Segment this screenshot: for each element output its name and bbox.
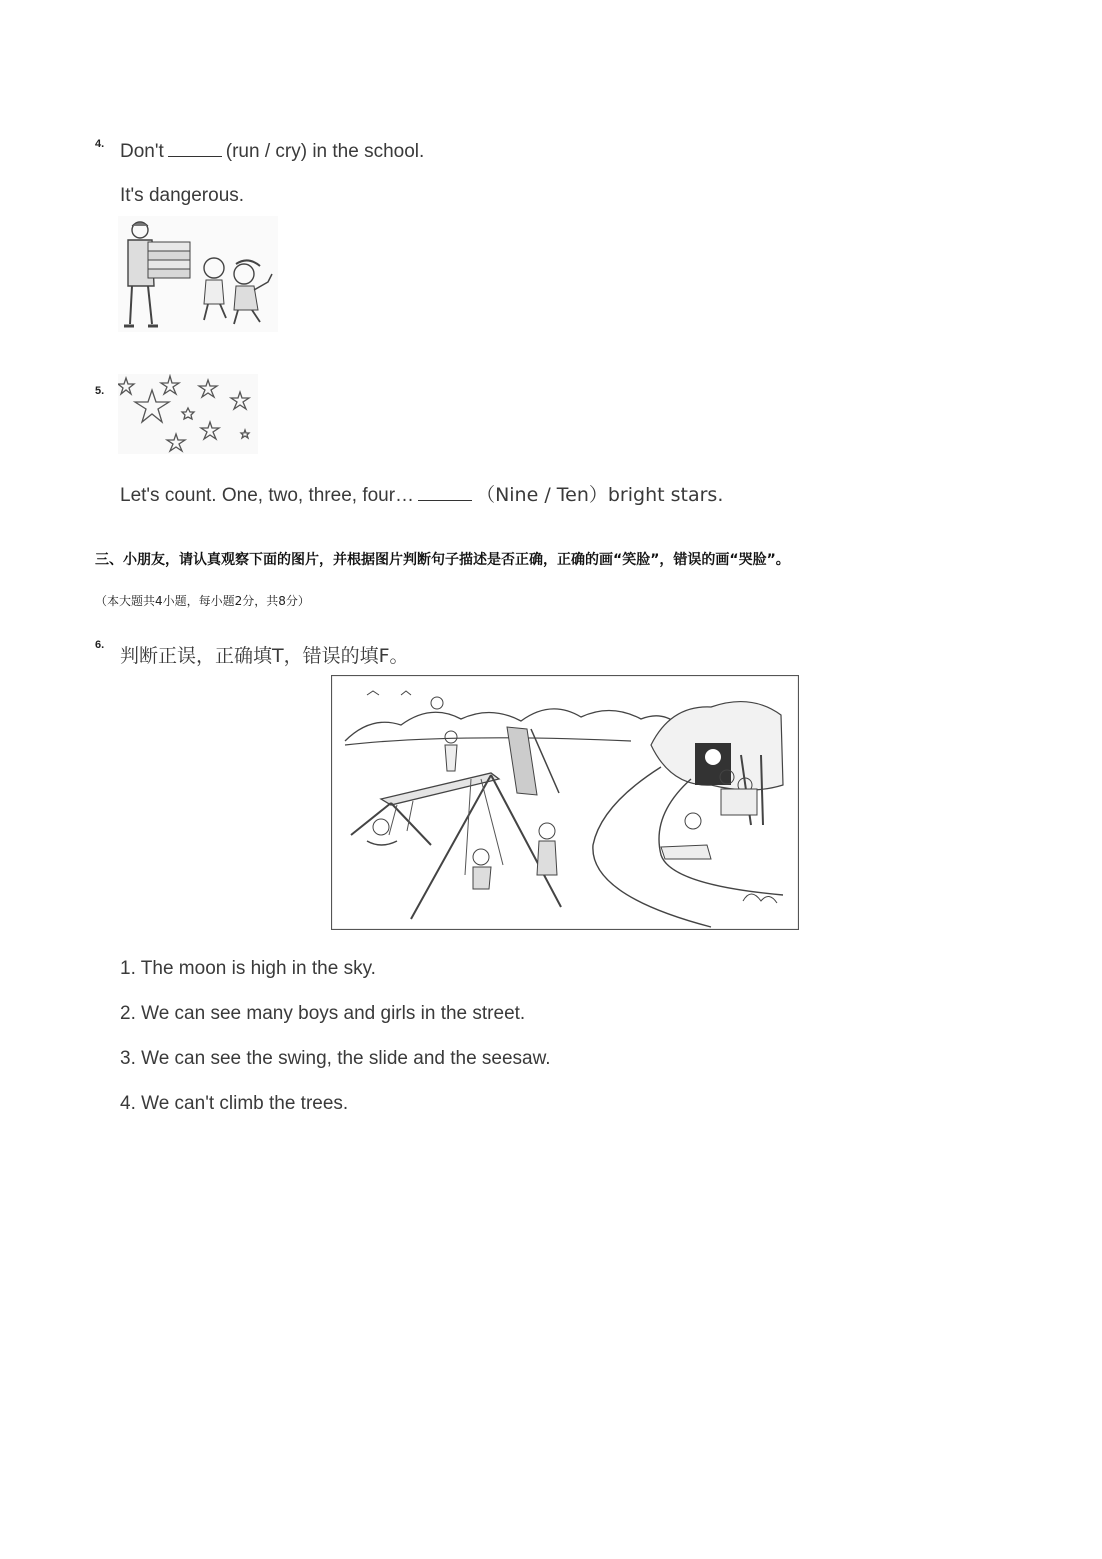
statement-4: 4. We can't climb the trees. [120,1093,349,1114]
sentence-text: (run / cry) in the school. [225,141,425,162]
teacher-carrying-books-children-running-illustration [118,216,278,332]
question-5-sentence [120,480,723,507]
statement-2: 2. We can see many boys and girls in the street. [120,1003,526,1024]
sentence-text: Don't [120,141,164,162]
sentence-text: （Nine / Ten）bright stars. [476,484,724,506]
statement-3: 3. We can see the swing, the slide and the seesaw. [120,1048,551,1069]
park-playground-scene-illustration [331,675,799,930]
answer-blank[interactable] [168,140,222,157]
stars-illustration [118,374,258,454]
section-heading: 三、小朋友，请认真观察下面的图片，并根据图片判断句子描述是否正确，正确的画“笑脸”，错误的画“哭脸”。 [95,552,790,568]
question-4-line-2: It's dangerous. [120,185,245,206]
question-number: 5. [95,385,105,397]
question-4-sentence [120,140,424,163]
question-6-instruction: 判断正误，正确填T，错误的填F。 [120,645,409,667]
question-number: 6. [95,639,105,651]
question-number: 4. [95,138,105,150]
answer-blank[interactable] [418,484,472,501]
section-note: （本大题共4小题，每小题2分，共8分） [95,594,310,608]
statement-1: 1. The moon is high in the sky. [120,958,376,979]
sentence-text: Let's count. One, two, three, four… [120,485,415,506]
